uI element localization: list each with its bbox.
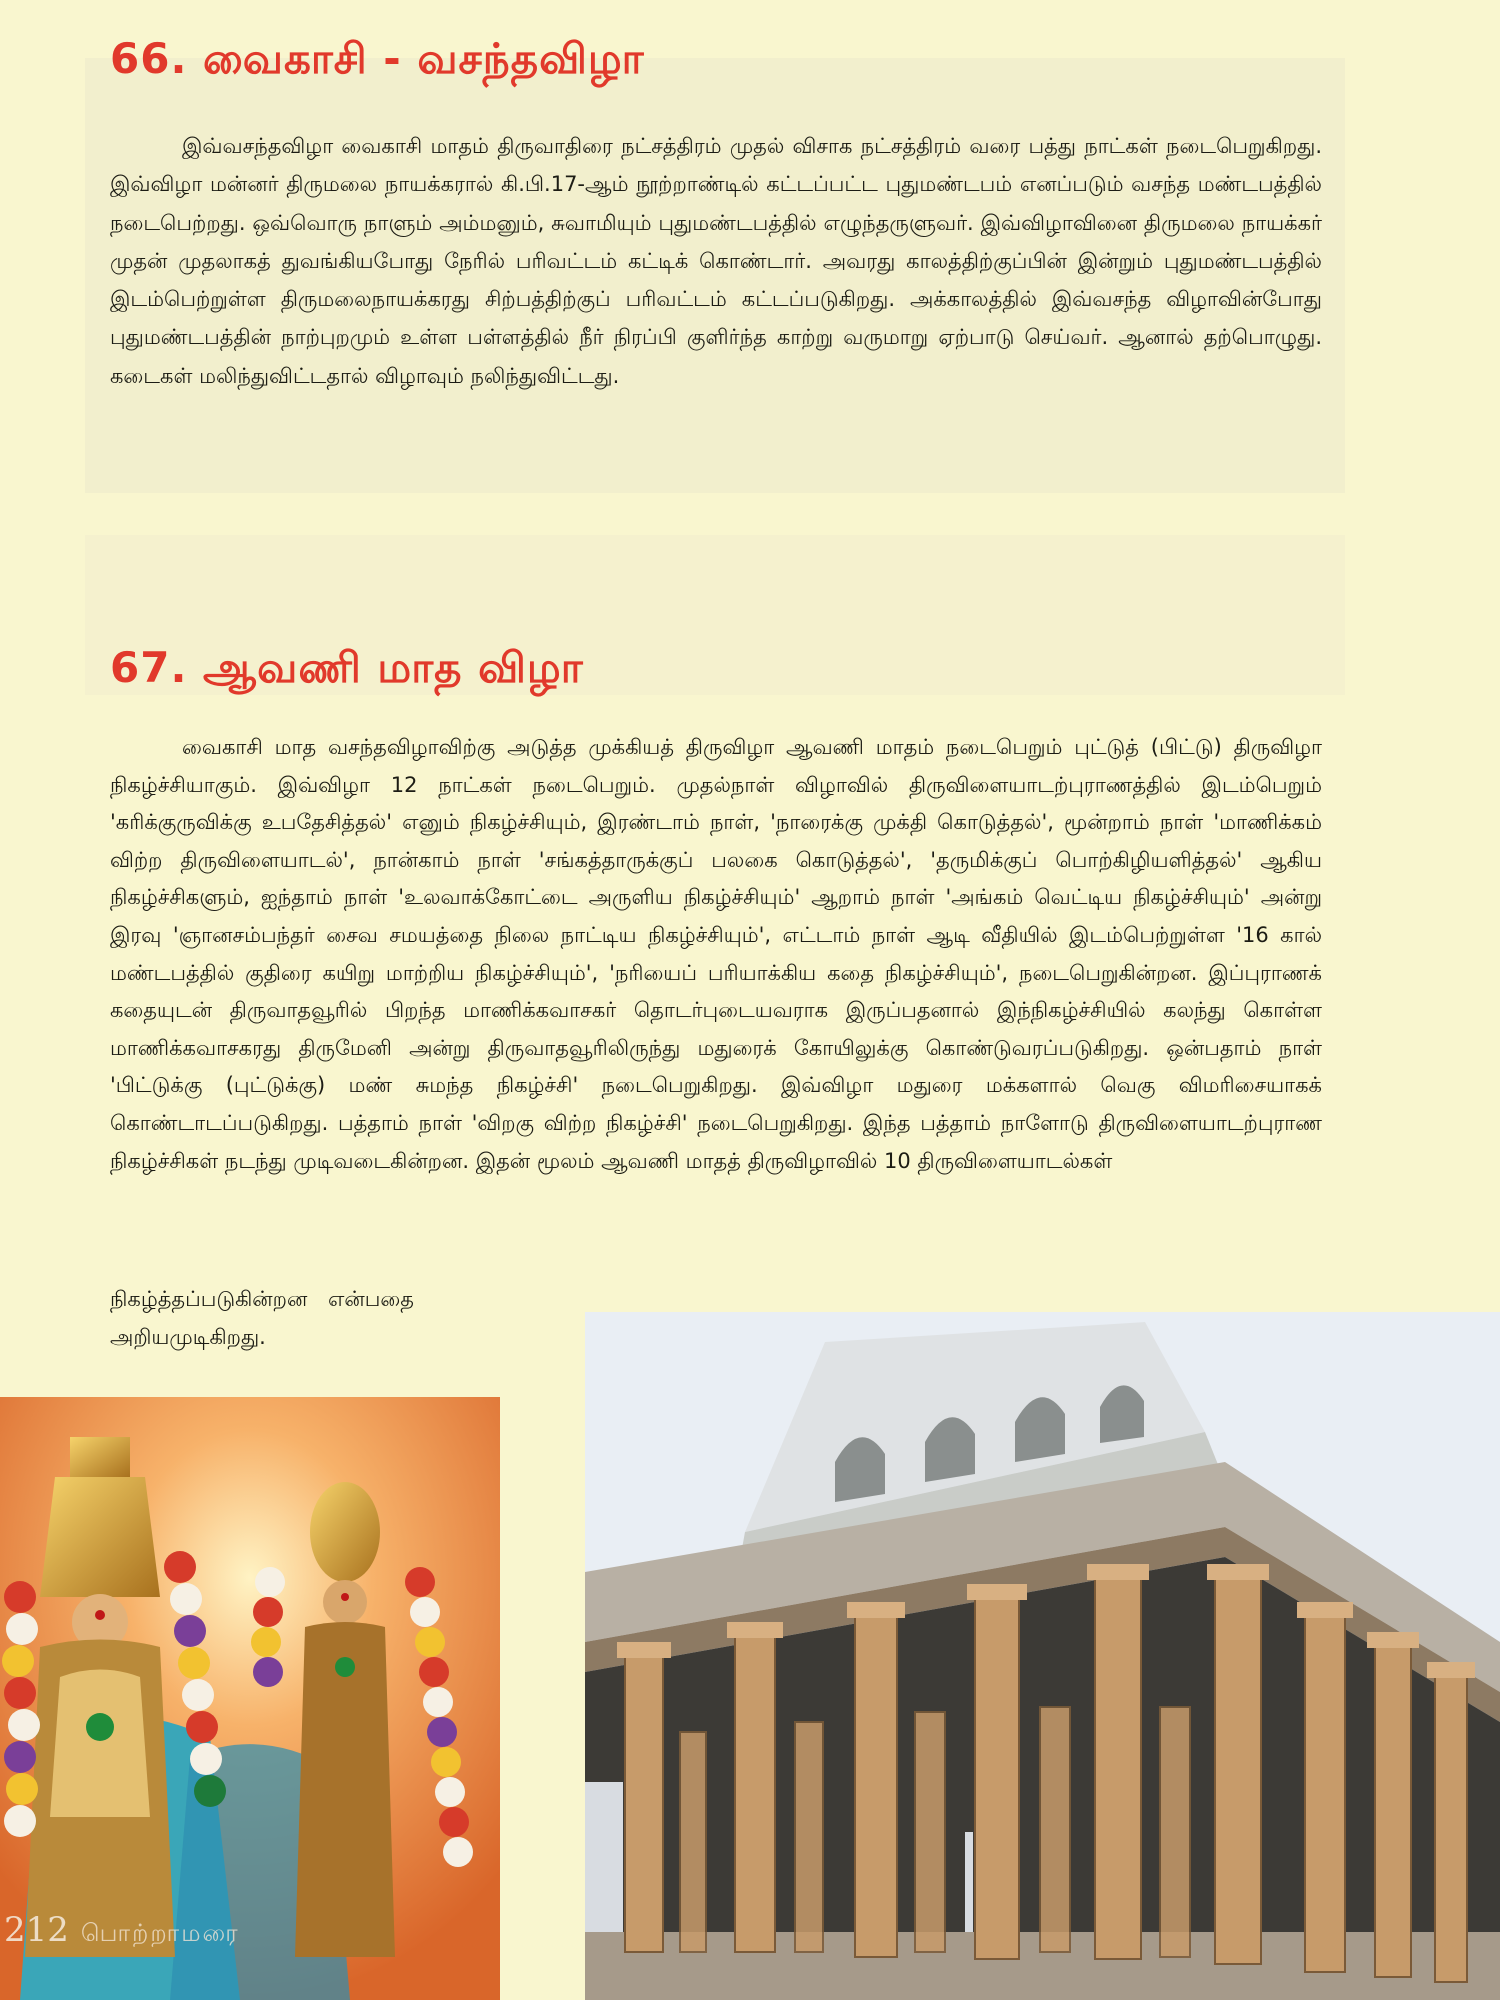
- section-66-paragraph: இவ்வசந்தவிழா வைகாசி மாதம் திருவாதிரை நட்சத்திரம் முதல் விசாக நட்சத்திரம் வரை பத்து நாட்கள் நடைபெறுகிறது. இவ்விழா மன்னர் திருமலை நாயக்கரால் கி.பி.17-ஆம் நூற்றாண்டில் கட்டப்பட்ட புதுமண்டபம் எனப்படும் வசந்த மண்டபத்தில் நடைபெற்றது. ஒவ்வொரு நாளும் அம்மனும், சுவாமியும் புதுமண்டபத்தில் எழுந்தருளுவர். இவ்விழாவினை திருமலை நாயக்கர் முதன் முதலாகத் துவங்கியபோது நேரில் பரிவட்டம் கட்டிக் கொண்டார். அவரது காலத்திற்குப்பின் இன்றும் புதுமண்டபத்தில் இடம்பெற்றுள்ள திருமலைநாயக்கரது சிற்பத்திற்குப் பரிவட்டம் கட்டப்படுகிறது. அக்காலத்தில் இவ்வசந்த விழாவின்போது புதுமண்டபத்தின் நாற்புறமும் உள்ள பள்ளத்தில் நீர் நிரப்பி குளிர்ந்த காற்று வருமாறு ஏற்பாடு செய்வர். ஆனால் தற்பொழுது. கடைகள் மலிந்துவிட்டதால் விழாவும் நலிந்துவிட்டது.: [110, 134, 1322, 388]
- section-67-tail-line-2: அறியமுடிகிறது.: [110, 1325, 266, 1349]
- page-number: 212: [4, 1910, 69, 1950]
- mandapam-photo: [585, 1312, 1500, 2000]
- section-67-tail-line-1: நிகழ்த்தப்படுகின்றன என்பதை: [110, 1287, 414, 1311]
- section-67-heading: 67. ஆவணி மாத விழா: [110, 643, 584, 692]
- section-66-heading: 66. வைகாசி - வசந்தவிழா: [110, 34, 645, 83]
- page-number-footer: [4, 1910, 240, 1950]
- section-67-paragraph: வைகாசி மாத வசந்தவிழாவிற்கு அடுத்த முக்கியத் திருவிழா ஆவணி மாதம் நடைபெறும் புட்டுத் (பிட்டு) திருவிழா நிகழ்ச்சியாகும். இவ்விழா 12 நாட்கள் நடைபெறும். முதல்நாள் விழாவில் திருவிளையாடற்புராணத்தில் இடம்பெறும் 'கரிக்குருவிக்கு உபதேசித்தல்' எனும் நிகழ்ச்சியும், இரண்டாம் நாள், 'நாரைக்கு முக்தி கொடுத்தல்', மூன்றாம் நாள் 'மாணிக்கம் விற்ற திருவிளையாடல்', நான்காம் நாள் 'சங்கத்தாருக்குப் பலகை கொடுத்தல்', 'தருமிக்குப் பொற்கிழியளித்தல்' ஆகிய நிகழ்ச்சிகளும், ஐந்தாம் நாள் 'உலவாக்கோட்டை அருளிய நிகழ்ச்சியும்' ஆறாம் நாள் 'அங்கம் வெட்டிய நிகழ்ச்சியும்' அன்று இரவு 'ஞானசம்பந்தர் சைவ சமயத்தை நிலை நாட்டிய நிகழ்ச்சியும்', எட்டாம் நாள் ஆடி வீதியில் இடம்பெற்றுள்ள '16 கால் மண்டபத்தில் குதிரை கயிறு மாற்றிய நிகழ்ச்சியும்', 'நரியைப் பரியாக்கிய கதை நிகழ்ச்சியும்', நடைபெறுகின்றன. இப்புராணக் கதையுடன் திருவாதவூரில் பிறந்த மாணிக்கவாசகர் தொடர்புடையவராக இருப்பதனால் இந்நிகழ்ச்சியில் கலந்து கொள்ள மாணிக்கவாசகரது திருமேனி அன்று திருவாதவூரிலிருந்து மதுரைக் கோயிலுக்கு கொண்டுவரப்படுகிறது. ஒன்பதாம் நாள் 'பிட்டுக்கு (புட்டுக்கு) மண் சுமந்த நிகழ்ச்சி' நடைபெறுகிறது. இவ்விழா மதுரை மக்களால் வெகு விமரிசையாகக் கொண்டாடப்படுகிறது. பத்தாம் நாள் 'விறகு விற்ற நிகழ்ச்சி' நடைபெறுகிறது. இந்த பத்தாம் நாளோடு திருவிளையாடற்புராண நிகழ்ச்சிகள் நடந்து முடிவடைகின்றன. இதன் மூலம் ஆவணி மாதத் திருவிழாவில் 10 திருவிளையாடல்கள்: [110, 735, 1322, 1173]
- footer-logo: பொற்றாமரை: [80, 1919, 240, 1947]
